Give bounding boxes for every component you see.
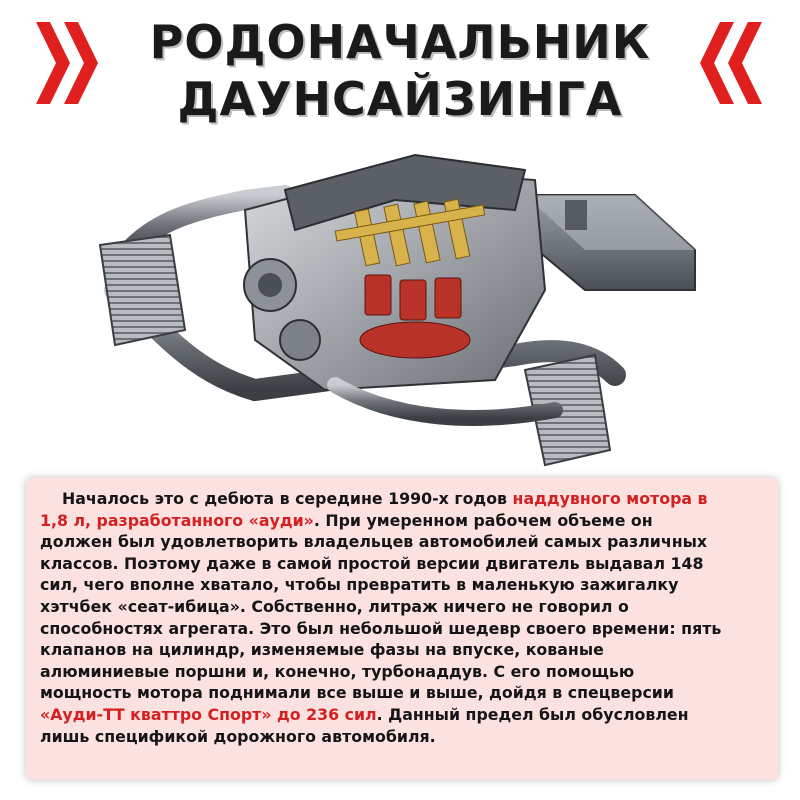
article-text — [40, 488, 760, 747]
double-chevron-right-icon — [34, 18, 104, 108]
article-line: хэтчбек «сеат-ибица». Собственно, литраж ничего не говорил о — [40, 596, 629, 616]
double-chevron-left-icon — [700, 18, 770, 108]
highlight-text: «Ауди-ТТ кваттро Спорт» до 236 сил — [40, 704, 377, 724]
article-line: алюминиевые поршни и, конечно, турбонаддув. С его помощью — [40, 661, 635, 681]
article-fragment: . При умеренном рабочем объеме он — [313, 510, 653, 530]
article-line — [40, 704, 760, 726]
article-fragment: Началось это с дебюта в середине 1990-х годов — [62, 489, 513, 508]
highlight-text: 1,8 л, разработанного «ауди» — [40, 510, 314, 530]
article-line: мощность мотора поднимали все выше и выше, дойдя в спецверсии — [40, 683, 674, 703]
article-line — [40, 488, 760, 510]
header — [0, 0, 800, 135]
article-line: классов. Поэтому даже в самой простой версии двигатель выдавал 148 — [40, 553, 704, 573]
article-line: клапанов на цилиндр, изменяемые фазы на впуске, кованые — [40, 640, 604, 660]
article-fragment: . Данный предел был обусловлен — [376, 704, 689, 724]
article-line: лишь спецификой дорожного автомобиля. — [40, 726, 436, 746]
engine-cutaway-icon — [95, 140, 710, 475]
title-line-2: ДАУНСАЙЗИНГА — [177, 72, 623, 126]
article-line — [40, 510, 760, 532]
highlight-text: наддувного мотора в — [512, 489, 708, 508]
article-line: способностях агрегата. Это был небольшой шедевр своего времени: пять — [40, 618, 722, 638]
article-line: должен был удовлетворить владельцев автомобилей самых различных — [40, 532, 708, 552]
page-title — [120, 14, 680, 128]
article-line: сил, чего вполне хватало, чтобы превратить в маленькую зажигалку — [40, 575, 679, 595]
title-line-1: РОДОНАЧАЛЬНИК — [149, 15, 651, 69]
